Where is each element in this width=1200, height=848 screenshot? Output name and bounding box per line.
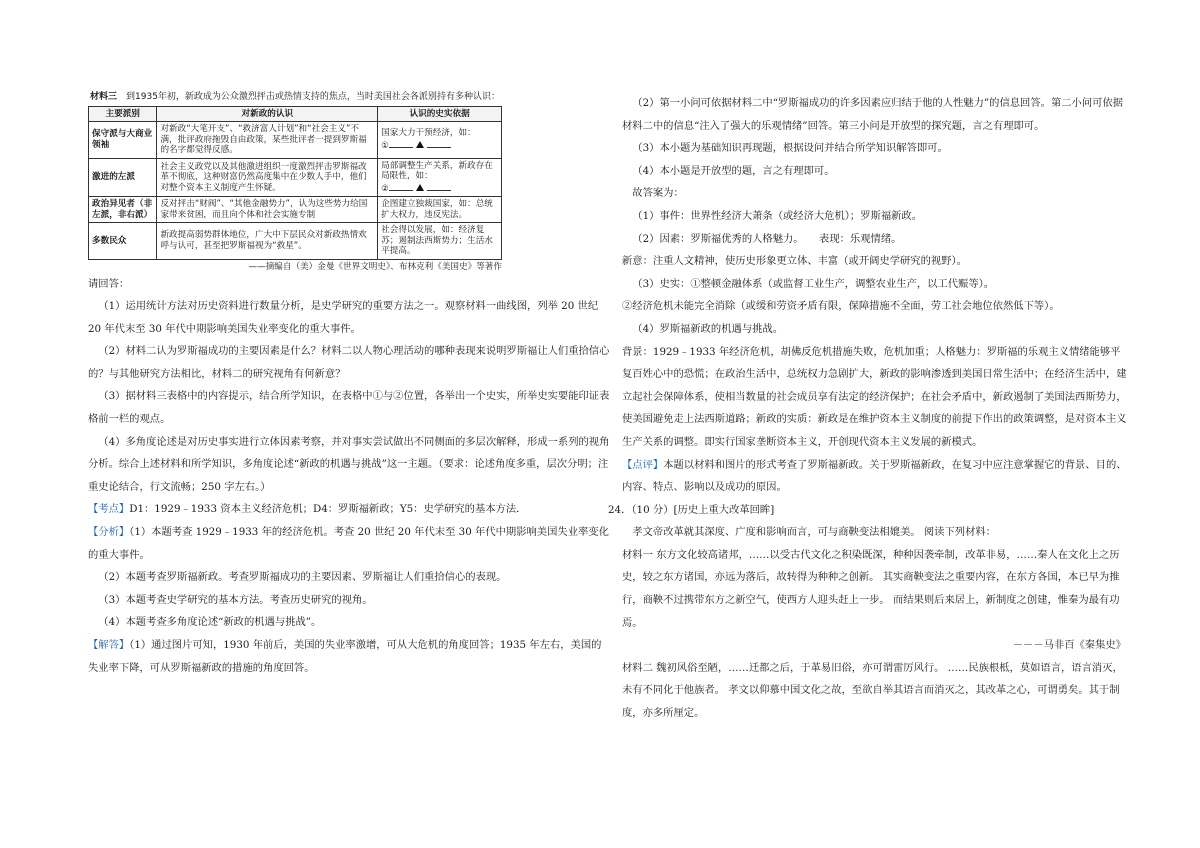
- material-three-intro: [88, 92, 610, 104]
- answer-line: （4）本小题是开放型的题，言之有理即可。: [632, 164, 835, 177]
- jieda-paragraph: [88, 634, 610, 679]
- answer-line: （2）因素：罗斯福优秀的人格魅力。 表现：乐观情绪。: [632, 232, 902, 245]
- view-cell: 对新政“大笔开支”、“救济富人计划”和“社会主义”不满，批评政府拖毁自由政策，某些批评者一提到罗斯福的名字都觉得反感。: [157, 122, 378, 159]
- table-row: [89, 223, 502, 260]
- answer-line: （4）罗斯福新政的机遇与挑战。: [632, 322, 784, 335]
- material-three-table: [88, 106, 502, 260]
- kaodian-paragraph: [88, 498, 610, 521]
- basis-cell: [378, 158, 502, 197]
- table-header-row: [89, 106, 502, 122]
- answer-blank: [427, 139, 451, 148]
- question-2: （2）材料二认为罗斯福成功的主要因素是什么？材料二以人物心理活动的哪种表现来说明罗斯福让人们重拾信心的？与其他研究方法相比，材料二的研究视角有何新意？: [88, 345, 610, 380]
- answer-line: （3）史实：①整顿金融体系（或监督工业生产，调整农业生产，以工代赈等）。: [632, 277, 995, 290]
- fenxi-item: （2）本题考查罗斯福新政。考查罗斯福成功的主要因素、罗斯福让人们重拾信心的表现。: [98, 571, 507, 584]
- table-header-cell: 认识的史实依据: [378, 106, 502, 122]
- fenxi-tag: 【分析】: [88, 526, 130, 539]
- question-24-intro: 孝文帝改革就其深度、广度和影响而言，可与商鞅变法相媲美。 阅读下列材料：: [632, 526, 996, 539]
- dianping-paragraph: [622, 454, 1130, 499]
- jieda-tag: 【解答】: [88, 639, 130, 651]
- jieda-text: （1）通过图片可知，1930 年前后，美国的失业率激增，可从大危机的角度回答；1935 年左右，美国的失业率下降，可从罗斯福新政的措施的角度回答。: [88, 639, 602, 674]
- answer-line: 故答案为：: [632, 187, 684, 200]
- view-cell: 新政提高弱势群体地位，广大中下层民众对新政热情欢呼与认可，甚至把罗斯福视为“救星”。: [157, 223, 378, 260]
- material-three-intro-text: 到1935年初，新政成为公众激烈抨击或热情支持的焦点，当时美国社会各派别持有多种认识：: [126, 92, 500, 102]
- question-24-material-1-source: －－－马非百《秦集史》: [1012, 639, 1126, 652]
- basis-text: 国家大力干预经济，如：: [381, 128, 476, 139]
- answer-line: （1）事件：世界性经济大萧条（或经济大危机）；罗斯福新政。: [632, 209, 923, 222]
- table-row: [89, 122, 502, 159]
- question-3: （3）据材料三表格中的内容提示，结合所学知识，在表格中①与②位置，各举出一个史实，所举史实要能印证表格前一栏的观点。: [88, 390, 610, 426]
- answer-line: （2）第一小问可依据材料二中“罗斯福成功的许多因素应归结于他的人性魅力”的信息回答。第二小问可依据材料二中的信息“注入了强大的乐观情绪”回答。第三小问是开放型的探究题，言之有理即可。: [622, 97, 1124, 132]
- answer-line: 背景：1929﹣1933 年经济危机，胡佛反危机措施失败，危机加重；人格魅力：罗斯福的乐观主义情绪能够平复百姓心中的恐慌；在政治生活中，总统权力急剧扩大，新政的影响渗透到美国日常生活中；在经济生活中，建立起社会保障体系，使相当数量的社会成员享有法定的经济保护；在社会矛盾中，新政遏制了美国法西斯势力，使美国避免走上法西斯道路；新政的实质：新政是在维护资本主义制度的前提下作出的政策调整，是对资本主义生产关系的调整。即实行国家垄断资本主义，开创现代资本主义发展的新模式。: [622, 345, 1127, 448]
- basis-cell: 社会得以发展，如：经济复苏；遏制法西斯势力；生活水平提高。: [378, 223, 502, 260]
- answer-blank: [389, 139, 413, 148]
- question-prompt: 请回答：: [88, 277, 130, 290]
- table-header-cell: 对新政的认识: [157, 106, 378, 122]
- question-1: （1）运用统计方法对历史资料进行数量分析，是史学研究的重要方法之一。观察材料一曲线图，列举 20 世纪 20 年代末至 30 年代中期影响美国失业率变化的重大事件。: [88, 300, 599, 335]
- answer-blank: [389, 182, 413, 191]
- faction-cell: 激进的左派: [89, 158, 157, 197]
- basis-cell: 企图建立独裁国家，如：总统扩大权力，违反宪法。: [378, 197, 502, 223]
- answer-line: 新意：注重人文精神，使历史形象更立体、丰富（或开阔史学研究的视野）。: [622, 255, 967, 268]
- kaodian-text: D1：1929﹣1933 资本主义经济危机；D4：罗斯福新政；Y5：史学研究的基本方法．: [129, 503, 527, 516]
- material-three-figure: [88, 92, 610, 273]
- material-three-label: 材料三: [90, 92, 118, 102]
- faction-cell: 保守派与大商业领袖: [89, 122, 157, 159]
- basis-cell: [378, 122, 502, 159]
- basis-text: 局部调整生产关系，新政存在局限性，如：: [381, 160, 493, 181]
- answer-blank: [427, 182, 451, 191]
- fenxi-item: （4）本题考查多角度论述“新政的机遇与挑战”。: [98, 616, 322, 629]
- answer-line: （3）本小题为基础知识再现题，根据设问并结合所学知识解答即可。: [632, 142, 948, 155]
- question-24-material-2: 材料二 魏初风俗至陋，……迁都之后，于革易旧俗，亦可谓雷厉风行。 ……民族根柢，莫如语言，语言消灭，未有不同化于他族者。 孝文以仰慕中国文化之故，至欲自举其语言而消灭之，其改革之心，可谓勇矣。其于制度，亦多所厘定。: [622, 661, 1123, 720]
- right-column: [608, 92, 1130, 725]
- table-row: [89, 197, 502, 223]
- faction-cell: 多数民众: [89, 223, 157, 260]
- material-three-source: ——摘编自（美）金曼《世界文明史》、布林克利《美国史》等著作: [248, 261, 502, 272]
- fenxi-item: （3）本题考查史学研究的基本方法。考查历史研究的视角。: [98, 593, 373, 606]
- view-cell: 社会主义政党以及其他激进组织一度激烈抨击罗斯福改革不彻底，这种财富仍然高度集中在少数人手中，他们对整个资本主义制度产生怀疑。: [157, 158, 378, 197]
- question-24-material-1: 材料一 东方文化较高诸邦，……以受古代文化之积染既深，种种因袭牵制，改革非易，……秦人在文化上之历史，较之东方诸国，亦远为落后，故转得为种种之创新。 其实商鞅变法之重要内容，在东方各国，本已早为推行，商鞅不过携带东方之新空气，使西方人迎头赶上一步。 而结果则后来居上，新制度之创建，惟秦为最有功焉。: [622, 548, 1120, 629]
- faction-cell: 政治异见者（非左派，非右派）: [89, 197, 157, 223]
- left-column: [88, 92, 610, 679]
- triangle-icon: [416, 184, 424, 191]
- question-4: （4）多角度论述是对历史事实进行立体因素考察，并对事实尝试做出不同侧面的多层次解释，形成一系列的视角分析。综合上述材料和所学知识，多角度论述“新政的机遇与挑战”这一主题。（要求：论述角度多重，层次分明；注重史论结合，行文流畅；250 字左右。）: [88, 435, 610, 493]
- table-header-cell: 主要派别: [89, 106, 157, 122]
- fenxi-text: （1）本题考查 1929﹣1933 年的经济危机。考查 20 世纪 20 年代末至 30 年代中期影响美国失业率变化的重大事件。: [88, 526, 609, 561]
- table-row: [89, 158, 502, 197]
- basis-mark: ①: [381, 140, 389, 151]
- dianping-tag: 【点评】: [622, 458, 664, 471]
- dianping-text: 本题以材料和图片的形式考查了罗斯福新政。关于罗斯福新政，在复习中应注意掌握它的背景、目的、内容、特点、影响以及成功的原因。: [622, 458, 1127, 494]
- triangle-icon: [416, 141, 424, 148]
- question-24-title: 24．（10 分）[历史上重大改革回眸]: [608, 503, 775, 516]
- kaodian-tag: 【考点】: [88, 503, 130, 516]
- view-cell: 反对抨击“财阀”、“其他金融势力”，认为这些势力给国家带来贫困，而且向个体和社会实施专制: [157, 197, 378, 223]
- answer-line: ②经济危机未能完全消除（或缓和劳资矛盾有限，保障措施不全面，劳工社会地位依然低下等）。: [622, 300, 1060, 313]
- fenxi-paragraph: [88, 521, 610, 566]
- basis-mark: ②: [381, 183, 389, 194]
